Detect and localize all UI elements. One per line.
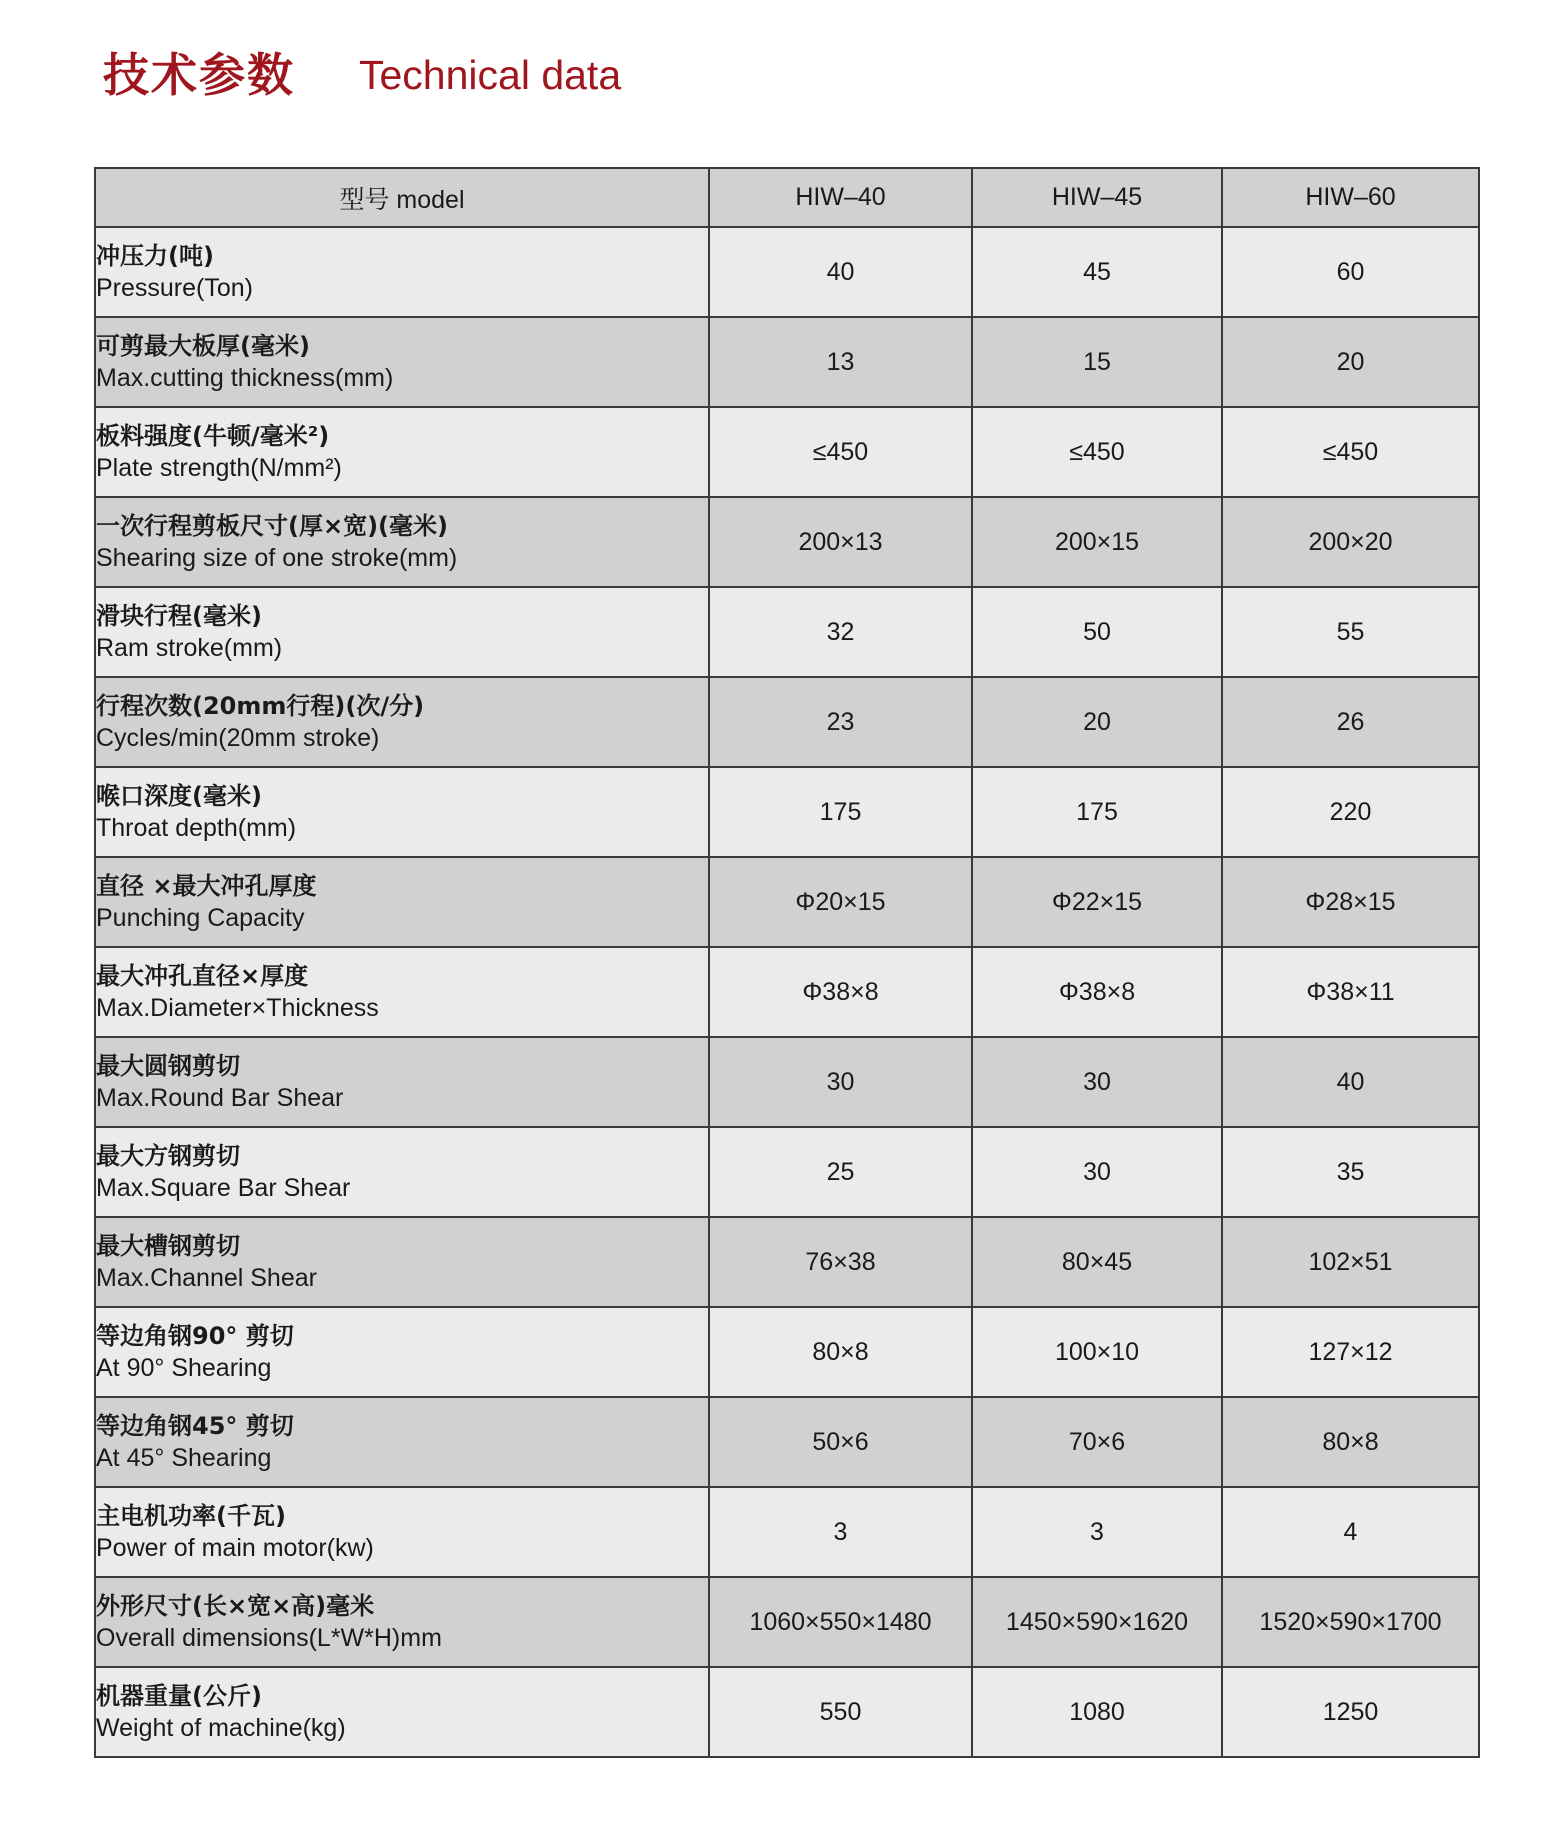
- row-label: [95, 1667, 709, 1757]
- value-cell-hiw60: 80×8: [1222, 1397, 1479, 1487]
- value-cell-hiw40: 25: [709, 1127, 972, 1217]
- table-row: [95, 1127, 1479, 1217]
- value-cell-hiw60: 55: [1222, 587, 1479, 677]
- row-label: [95, 1397, 709, 1487]
- value-cell-hiw40: 1060×550×1480: [709, 1577, 972, 1667]
- value-cell-hiw60: 1250: [1222, 1667, 1479, 1757]
- table-row: [95, 1307, 1479, 1397]
- value-cell-hiw60: 4: [1222, 1487, 1479, 1577]
- table-row: [95, 767, 1479, 857]
- column-header-model: 型号 model: [95, 168, 709, 227]
- value-cell-hiw45: Φ38×8: [972, 947, 1222, 1037]
- value-cell-hiw45: Φ22×15: [972, 857, 1222, 947]
- value-cell-hiw40: 200×13: [709, 497, 972, 587]
- value-cell-hiw60: 200×20: [1222, 497, 1479, 587]
- row-label: [95, 587, 709, 677]
- row-label-chinese: 可剪最大板厚(毫米): [96, 332, 310, 360]
- row-label: [95, 767, 709, 857]
- value-cell-hiw45: 100×10: [972, 1307, 1222, 1397]
- value-cell-hiw45: 45: [972, 227, 1222, 317]
- value-cell-hiw40: 23: [709, 677, 972, 767]
- row-label-chinese: 机器重量(公斤): [96, 1682, 262, 1710]
- value-cell-hiw45: 175: [972, 767, 1222, 857]
- value-cell-hiw40: 175: [709, 767, 972, 857]
- value-cell-hiw60: 220: [1222, 767, 1479, 857]
- table-row: [95, 497, 1479, 587]
- row-label: [95, 1487, 709, 1577]
- value-cell-hiw60: 60: [1222, 227, 1479, 317]
- value-cell-hiw40: ≤450: [709, 407, 972, 497]
- value-cell-hiw60: 35: [1222, 1127, 1479, 1217]
- value-cell-hiw45: 50: [972, 587, 1222, 677]
- row-label-english: Punching Capacity: [96, 904, 305, 932]
- table-row: [95, 1577, 1479, 1667]
- row-label-chinese: 主电机功率(千瓦): [96, 1502, 286, 1530]
- table-row: [95, 947, 1479, 1037]
- title-english: Technical data: [359, 51, 622, 98]
- value-cell-hiw60: 1520×590×1700: [1222, 1577, 1479, 1667]
- row-label-chinese: 最大槽钢剪切: [96, 1232, 240, 1260]
- value-cell-hiw60: Φ28×15: [1222, 857, 1479, 947]
- row-label-english: Overall dimensions(L*W*H)mm: [96, 1624, 442, 1652]
- row-label-english: Max.Square Bar Shear: [96, 1174, 351, 1202]
- table-row: [95, 1487, 1479, 1577]
- value-cell-hiw40: Φ20×15: [709, 857, 972, 947]
- value-cell-hiw40: 550: [709, 1667, 972, 1757]
- table-header-row: [95, 168, 1479, 227]
- row-label-chinese: 直径 ×最大冲孔厚度: [96, 872, 317, 900]
- row-label-chinese: 板料强度(牛顿/毫米²): [96, 422, 330, 450]
- value-cell-hiw60: 20: [1222, 317, 1479, 407]
- page-header: [103, 40, 621, 110]
- row-label-chinese: 最大冲孔直径×厚度: [96, 962, 309, 990]
- column-header-hiw60: HIW–60: [1222, 168, 1479, 227]
- row-label-english: Max.Diameter×Thickness: [96, 994, 379, 1022]
- value-cell-hiw60: ≤450: [1222, 407, 1479, 497]
- title-chinese: 技术参数: [103, 48, 295, 102]
- value-cell-hiw45: 200×15: [972, 497, 1222, 587]
- value-cell-hiw40: 32: [709, 587, 972, 677]
- value-cell-hiw45: 15: [972, 317, 1222, 407]
- table-row: [95, 407, 1479, 497]
- row-label: [95, 227, 709, 317]
- row-label-chinese: 冲压力(吨): [96, 242, 214, 270]
- table-row: [95, 227, 1479, 317]
- value-cell-hiw60: 40: [1222, 1037, 1479, 1127]
- row-label: [95, 947, 709, 1037]
- technical-data-table: [94, 167, 1480, 1758]
- row-label-chinese: 滑块行程(毫米): [96, 602, 262, 630]
- value-cell-hiw45: 3: [972, 1487, 1222, 1577]
- row-label-english: Weight of machine(kg): [96, 1714, 346, 1742]
- value-cell-hiw45: 30: [972, 1037, 1222, 1127]
- column-header-hiw45: HIW–45: [972, 168, 1222, 227]
- row-label-english: Max.Channel Shear: [96, 1264, 317, 1292]
- row-label: [95, 497, 709, 587]
- row-label-chinese: 一次行程剪板尺寸(厚×宽)(毫米): [96, 512, 448, 540]
- row-label-chinese: 最大圆钢剪切: [96, 1052, 240, 1080]
- value-cell-hiw60: 26: [1222, 677, 1479, 767]
- value-cell-hiw45: 1080: [972, 1667, 1222, 1757]
- row-label-english: Cycles/min(20mm stroke): [96, 724, 380, 752]
- value-cell-hiw45: 20: [972, 677, 1222, 767]
- row-label-chinese: 外形尺寸(长×宽×高)毫米: [96, 1592, 375, 1620]
- row-label: [95, 677, 709, 767]
- row-label-english: At 45° Shearing: [96, 1444, 272, 1472]
- value-cell-hiw40: 80×8: [709, 1307, 972, 1397]
- value-cell-hiw40: 3: [709, 1487, 972, 1577]
- row-label-chinese: 等边角钢45° 剪切: [96, 1412, 294, 1440]
- value-cell-hiw45: 1450×590×1620: [972, 1577, 1222, 1667]
- table-row: [95, 857, 1479, 947]
- row-label-english: At 90° Shearing: [96, 1354, 272, 1382]
- value-cell-hiw40: 76×38: [709, 1217, 972, 1307]
- row-label: [95, 1577, 709, 1667]
- row-label: [95, 1217, 709, 1307]
- row-label-english: Max.cutting thickness(mm): [96, 364, 394, 392]
- value-cell-hiw45: ≤450: [972, 407, 1222, 497]
- value-cell-hiw40: 40: [709, 227, 972, 317]
- row-label-english: Throat depth(mm): [96, 814, 297, 842]
- table-row: [95, 1217, 1479, 1307]
- row-label-chinese: 喉口深度(毫米): [96, 782, 262, 810]
- row-label: [95, 1307, 709, 1397]
- row-label: [95, 1127, 709, 1217]
- value-cell-hiw40: Φ38×8: [709, 947, 972, 1037]
- table-body: [95, 227, 1479, 1757]
- value-cell-hiw45: 80×45: [972, 1217, 1222, 1307]
- row-label-english: Pressure(Ton): [96, 274, 253, 302]
- table-row: [95, 317, 1479, 407]
- value-cell-hiw45: 30: [972, 1127, 1222, 1217]
- value-cell-hiw60: Φ38×11: [1222, 947, 1479, 1037]
- row-label-english: Shearing size of one stroke(mm): [96, 544, 458, 572]
- table-row: [95, 1667, 1479, 1757]
- row-label: [95, 407, 709, 497]
- table-row: [95, 677, 1479, 767]
- row-label: [95, 857, 709, 947]
- value-cell-hiw45: 70×6: [972, 1397, 1222, 1487]
- row-label-english: Plate strength(N/mm²): [96, 454, 342, 482]
- table-row: [95, 1037, 1479, 1127]
- column-header-hiw40: HIW–40: [709, 168, 972, 227]
- value-cell-hiw40: 13: [709, 317, 972, 407]
- row-label: [95, 317, 709, 407]
- row-label-chinese: 等边角钢90° 剪切: [96, 1322, 294, 1350]
- row-label-english: Ram stroke(mm): [96, 634, 283, 662]
- value-cell-hiw40: 50×6: [709, 1397, 972, 1487]
- table-row: [95, 1397, 1479, 1487]
- row-label-english: Max.Round Bar Shear: [96, 1084, 344, 1112]
- row-label-chinese: 行程次数(20mm行程)(次/分): [96, 692, 425, 720]
- row-label-chinese: 最大方钢剪切: [96, 1142, 240, 1170]
- value-cell-hiw60: 102×51: [1222, 1217, 1479, 1307]
- row-label-english: Power of main motor(kw): [96, 1534, 374, 1562]
- table-row: [95, 587, 1479, 677]
- value-cell-hiw40: 30: [709, 1037, 972, 1127]
- value-cell-hiw60: 127×12: [1222, 1307, 1479, 1397]
- row-label: [95, 1037, 709, 1127]
